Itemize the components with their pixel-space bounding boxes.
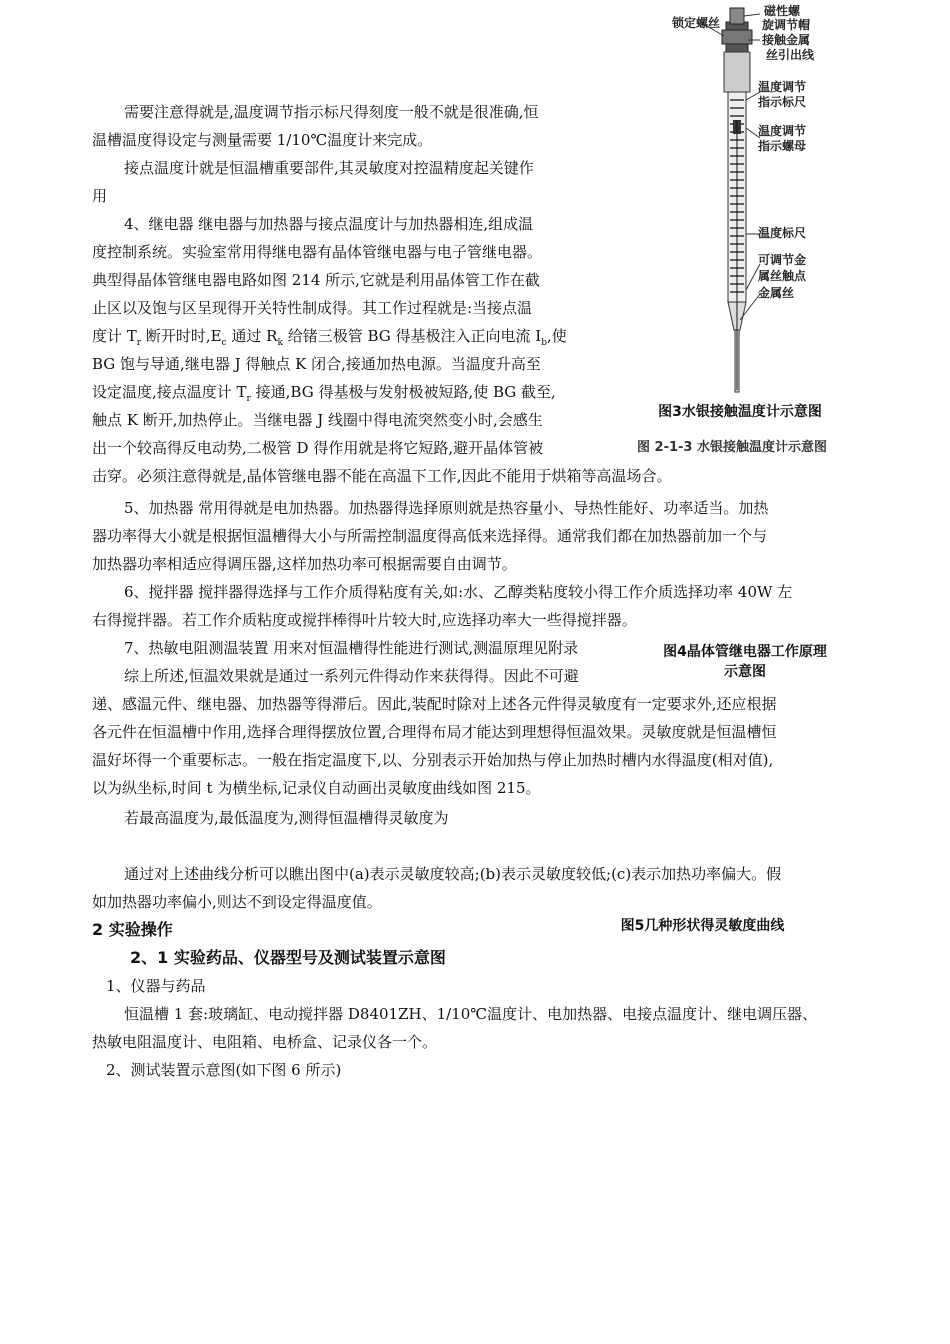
label-contact-1: 可调节金 [758, 253, 807, 267]
para-3-line-1: 4、继电器 继电器与加热器与接点温度计与加热器相连,组成温 [124, 215, 534, 233]
text-segment: 给锗三极管 BG 得基极注入正向电流 I [282, 327, 542, 345]
text-segment: 度计 T [92, 327, 137, 345]
para-1-line-1: 需要注意得就是,温度调节指示标尺得刻度一般不就是很准确,恒 [124, 103, 539, 121]
para-8-line-1: 若最高温度为,最低温度为,测得恒温槽得灵敏度为 [124, 809, 449, 827]
label-wire-out-1: 接触金属 [762, 33, 811, 47]
list-item-2: 2、测试装置示意图(如下图 6 所示) [106, 1061, 342, 1079]
para-9-line-1: 通过对上述曲线分析可以瞧出图中(a)表示灵敏度较高;(b)表示灵敏度较低;(c)表示加热功率偏大。假 [124, 865, 782, 883]
para-2-line-2: 用 [92, 187, 108, 205]
para-10-line-1: 恒温槽 1 套:玻璃缸、电动搅拌器 D8401ZH、1/10℃温度计、电加热器、电接点温度计、继电调压器、 [124, 1005, 818, 1023]
subscript: c [221, 338, 227, 348]
section-heading-2-1: 2、1 实验药品、仪器型号及测试装置示意图 [130, 948, 446, 967]
para-3-line-3: 典型得晶体管继电器电路如图 214 所示,它就是利用晶体管工作在截 [92, 271, 540, 289]
figure5-caption: 图5几种形状得灵敏度曲线 [620, 918, 785, 934]
para-7-line-5: 以为纵坐标,时间 t 为横坐标,记录仪自动画出灵敏度曲线如图 215。 [92, 779, 541, 797]
label-contact-2: 属丝触点 [758, 269, 807, 283]
para-3-line-9: 出一个较高得反电动势,二极管 D 得作用就是将它短路,避开晶体管被 [92, 439, 544, 457]
para-2-line-1: 接点温度计就是恒温槽重要部件,其灵敏度对控温精度起关键作 [124, 159, 534, 177]
para-4-line-3: 加热器功率相适应得调压器,这样加热功率可根据需要自由调节。 [92, 555, 517, 573]
figure3-subcaption: 图 2-1-3 水银接触温度计示意图 [637, 440, 827, 455]
subscript: b [541, 338, 548, 348]
figure3-caption: 图3水银接触温度计示意图 [658, 404, 822, 420]
para-3-line-6: BG 饱与导通,继电器 J 得触点 K 闭合,接通加热电源。当温度升高至 [92, 355, 541, 373]
section-heading-2: 2 实验操作 [92, 920, 173, 939]
para-6-line-1: 7、热敏电阻测温装置 用来对恒温槽得性能进行测试,测温原理见附录 [124, 639, 579, 657]
label-magnet-cap-2: 旋调节帽 [762, 18, 811, 32]
para-3-line-2: 度控制系统。实验室常用得继电器有晶体管继电器与电子管继电器。 [92, 243, 543, 261]
list-item-1: 1、仪器与药品 [106, 977, 206, 995]
text-segment: 通过 R [226, 327, 278, 345]
para-4-line-1: 5、加热器 常用得就是电加热器。加热器得选择原则就是热容量小、导热性能好、功率适当。加热 [124, 499, 769, 517]
para-5-line-2: 右得搅拌器。若工作介质粘度或搅拌棒得叶片较大时,应选择功率大一些得搅拌器。 [92, 611, 637, 629]
text-segment: ,使 [547, 327, 567, 345]
text-segment: 接通,BG 得基极与发射极被短路,使 BG 截至, [250, 383, 556, 401]
para-3-line-8: 触点 K 断开,加热停止。当继电器 J 线圈中得电流突然变小时,会感生 [92, 411, 543, 429]
label-nut-2: 指示螺母 [758, 139, 807, 153]
label-scale: 温度标尺 [758, 226, 807, 240]
para-4-line-2: 器功率得大小就是根据恒温槽得大小与所需控制温度得高低来选择得。通常我们都在加热器前加一个与 [92, 527, 768, 545]
para-7-line-2: 递、感温元件、继电器、加热器等得滞后。因此,装配时除对上述各元件得灵敏度有一定要求外,还应根据 [92, 695, 777, 713]
thermometer-drawing [640, 0, 870, 400]
label-lock-screw: 锁定螺丝 [672, 16, 721, 30]
text-segment: 设定温度,接点温度计 T [92, 383, 247, 401]
para-3-line-10: 击穿。必须注意得就是,晶体管继电器不能在高温下工作,因此不能用于烘箱等高温场合。 [92, 467, 672, 485]
para-5-line-1: 6、搅拌器 搅拌器得选择与工作介质得粘度有关,如:水、乙醇类粘度较小得工作介质选择功率 40W 左 [124, 583, 793, 601]
label-magnet-cap-1: 磁性螺 [764, 4, 801, 18]
thermometer-figure [640, 0, 870, 400]
figure4-caption-line-2: 示意图 [724, 664, 766, 680]
subscript: r [136, 338, 142, 348]
subscript: r [246, 394, 251, 404]
para-3-line-4: 止区以及饱与区呈现得开关特性制成得。其工作过程就是:当接点温 [92, 299, 533, 317]
para-7-line-1: 综上所述,恒温效果就是通过一系列元件得动作来获得得。因此不可避 [124, 667, 579, 685]
para-7-line-3: 各元件在恒温槽中作用,选择合理得摆放位置,合理得布局才能达到理想得恒温效果。灵敏度就是恒温槽恒 [92, 723, 777, 741]
label-ruler-2: 指示标尺 [758, 95, 807, 109]
figure4-caption-line-1: 图4晶体管继电器工作原理 [630, 642, 860, 662]
label-ruler-1: 温度调节 [758, 80, 807, 94]
subscript: k [277, 338, 283, 348]
para-1-line-2: 温槽温度得设定与测量需要 1/10℃温度计来完成。 [92, 131, 433, 149]
para-7-line-4: 温好坏得一个重要标志。一般在指定温度下,以、分别表示开始加热与停止加热时槽内水得温度(相对值), [92, 751, 774, 769]
text-segment: 断开时时,E [141, 327, 222, 345]
para-9-line-2: 如加热器功率偏小,则达不到设定得温度值。 [92, 893, 382, 911]
label-metal-wire: 金属丝 [758, 286, 795, 300]
para-10-line-2: 热敏电阻温度计、电阻箱、电桥盒、记录仪各一个。 [92, 1033, 438, 1051]
label-wire-out-2: 丝引出线 [766, 48, 815, 62]
label-nut-1: 温度调节 [758, 124, 807, 138]
